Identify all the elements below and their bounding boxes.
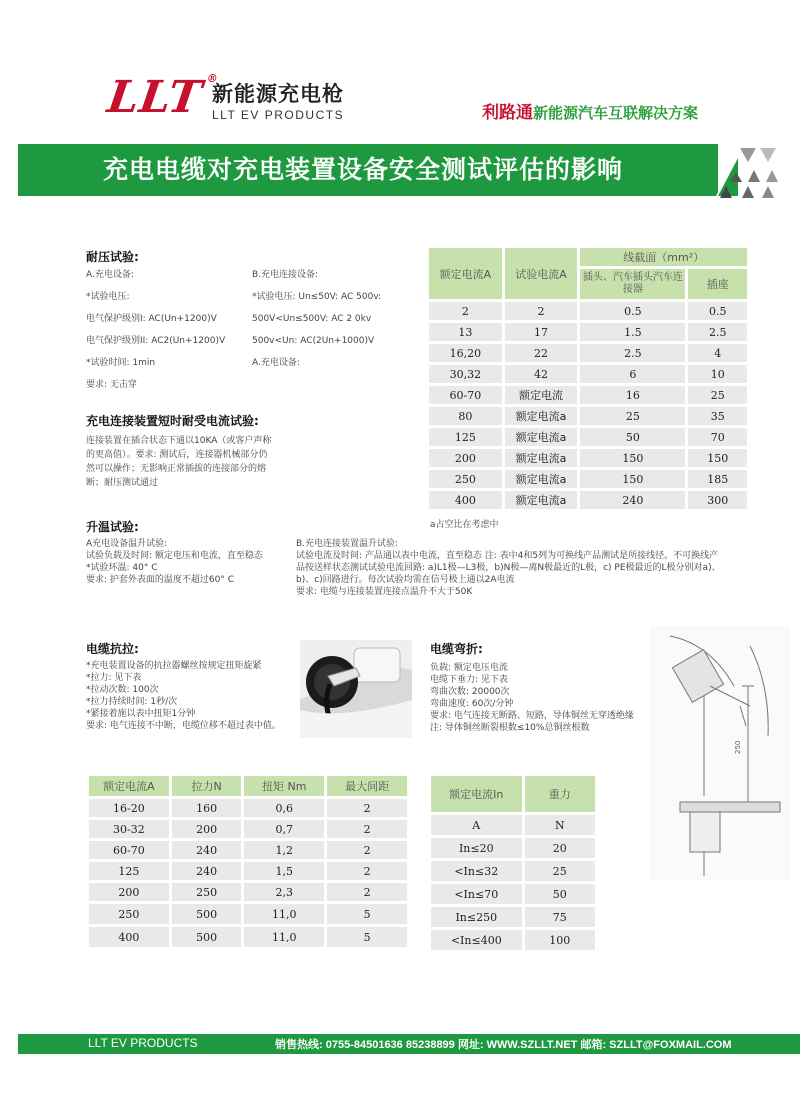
- table-cell: 1,5: [244, 862, 324, 880]
- table-row: [89, 883, 407, 901]
- table-cell: 50: [580, 428, 685, 446]
- table-cell: 200: [429, 449, 502, 467]
- table-cell: 70: [688, 428, 747, 446]
- brand-name-en: LLT EV PRODUCTS: [212, 108, 345, 122]
- withstand-right-line: 500V<Un≤500V: AC 2 0kv: [252, 314, 372, 324]
- table-cell: 0,6: [244, 799, 324, 817]
- table-row: [429, 365, 747, 383]
- table-row: [429, 449, 747, 467]
- table-cell: 25: [688, 386, 747, 404]
- table3-header: 重力: [525, 776, 595, 812]
- table2-header: 额定电流A: [89, 776, 169, 796]
- table-cell: 60-70: [429, 386, 502, 404]
- withstand-right-line: A.充电设备:: [252, 358, 300, 368]
- table-cell: 1.5: [580, 323, 685, 341]
- table-cell: 250: [89, 904, 169, 924]
- table-cell: 500: [172, 904, 242, 924]
- slogan-brand: 利路通: [482, 103, 533, 123]
- table-cell: 2: [327, 862, 407, 880]
- table-cell: 20: [525, 838, 595, 858]
- table-cell: 200: [89, 883, 169, 901]
- table-cell: 400: [429, 491, 502, 509]
- slogan: [482, 98, 698, 123]
- brand-name-cn: 新能源充电枪: [212, 82, 344, 106]
- table-cell: 200: [172, 820, 242, 838]
- table-row: [89, 927, 407, 947]
- table-cell: 150: [580, 470, 685, 488]
- table-cell: 185: [688, 470, 747, 488]
- table-cell: 5: [327, 904, 407, 924]
- table-cell: 16-20: [89, 799, 169, 817]
- table-cell: 300: [688, 491, 747, 509]
- table-row: [429, 491, 747, 509]
- table-cell: 240: [172, 841, 242, 859]
- table-cell: <In≤32: [431, 861, 522, 881]
- table-cell: 30,32: [429, 365, 502, 383]
- table-cell: 2: [327, 883, 407, 901]
- table-cell: 125: [89, 862, 169, 880]
- table-row: [431, 815, 595, 835]
- withstand-left-line: A.充电设备:: [86, 270, 134, 280]
- table1-header-socket: 插座: [688, 269, 747, 299]
- shortcircuit-text: 连接装置在插合状态下通以10KA（或客户声称的更高值）。要求: 测试后，连接器机械部分仍然可以操作；无影响正常插拔的连接部分的熔断；耐压测试通过: [86, 436, 272, 488]
- withstand-right: [252, 268, 381, 378]
- table-row: [431, 884, 595, 904]
- table-row: [431, 930, 595, 950]
- weight-table: [428, 773, 598, 953]
- table-row: [431, 861, 595, 881]
- table-cell: 100: [525, 930, 595, 950]
- table-row: [89, 904, 407, 924]
- table-cell: 150: [688, 449, 747, 467]
- shortcircuit-title: 充电连接装置短时耐受电流试验:: [86, 414, 259, 428]
- table-row: [89, 862, 407, 880]
- page-title: 充电电缆对充电装置设备安全测试评估的影响: [102, 155, 623, 184]
- bending-test-diagram: [650, 626, 790, 880]
- table-row: [89, 841, 407, 859]
- llt-logo: LLT®: [104, 72, 220, 123]
- footer-contact: 销售热线: 0755-84501636 85238899 网址: WWW.SZLLT.NET 邮箱: SZLLT@FOXMAIL.COM: [275, 1039, 732, 1051]
- tensile-table: [86, 773, 410, 950]
- table-cell: 2: [505, 302, 578, 320]
- withstand-left-line: *试验时间: 1min: [86, 358, 156, 368]
- table1-header-rated: 额定电流A: [429, 248, 502, 299]
- withstand-left: [86, 268, 225, 400]
- table-cell: 160: [172, 799, 242, 817]
- slogan-text: 新能源汽车互联解决方案: [533, 104, 699, 122]
- table-cell: 150: [580, 449, 685, 467]
- table-cell: 额定电流a: [505, 491, 578, 509]
- table-cell: 13: [429, 323, 502, 341]
- table-cell: 17: [505, 323, 578, 341]
- table-cell: 2.5: [580, 344, 685, 362]
- temprise-title: 升温试验:: [86, 520, 139, 534]
- table2-header: 拉力N: [172, 776, 242, 796]
- table-cell: 240: [172, 862, 242, 880]
- table-row: [89, 820, 407, 838]
- table-row: [429, 344, 747, 362]
- table-cell: 0.5: [688, 302, 747, 320]
- table-cell: 额定电流a: [505, 449, 578, 467]
- table-cell: <In≤70: [431, 884, 522, 904]
- withstand-right-line: *试验电压: Un≤50V: AC 500v:: [252, 292, 382, 302]
- current-section-table: [426, 245, 750, 512]
- table-cell: 1,2: [244, 841, 324, 859]
- table-cell: 10: [688, 365, 747, 383]
- table2-header: 扭矩 Nm: [244, 776, 324, 796]
- temprise-left: A充电设备温升试验: 试验负载及时间: 额定电压和电流，直至稳态 *试验环温: 40° C 要求: 护套外表面的温度不超过60° C: [86, 539, 263, 585]
- table-cell: N: [525, 815, 595, 835]
- table-cell: 400: [89, 927, 169, 947]
- table-cell: 75: [525, 907, 595, 927]
- table-cell: 500: [172, 927, 242, 947]
- table-cell: 额定电流a: [505, 470, 578, 488]
- table-cell: In≤20: [431, 838, 522, 858]
- table-cell: 11,0: [244, 904, 324, 924]
- table-cell: 11,0: [244, 927, 324, 947]
- table-cell: 4: [688, 344, 747, 362]
- table-cell: 2,3: [244, 883, 324, 901]
- table1-header-plug: 插头、汽车插头汽车连接器: [580, 269, 685, 299]
- table-cell: 80: [429, 407, 502, 425]
- table-cell: 250: [429, 470, 502, 488]
- ev-charging-photo: [300, 640, 412, 738]
- table-cell: 30-32: [89, 820, 169, 838]
- withstand-right-line: 500v<Un: AC(2Un+1000)V: [252, 336, 375, 346]
- withstand-right-line: B.充电连接设备:: [252, 270, 319, 280]
- table-cell: 16,20: [429, 344, 502, 362]
- table-cell: 25: [580, 407, 685, 425]
- withstand-left-line: 电气保护级别I: AC(Un+1200)V: [86, 314, 217, 324]
- table-row: [429, 386, 747, 404]
- table-row: [429, 428, 747, 446]
- table-row: [431, 838, 595, 858]
- table-cell: 额定电流a: [505, 428, 578, 446]
- table3-header: 额定电流In: [431, 776, 522, 812]
- table-cell: 2: [429, 302, 502, 320]
- withstand-left-line: *试验电压:: [86, 292, 130, 302]
- table-cell: 2: [327, 820, 407, 838]
- table-cell: A: [431, 815, 522, 835]
- triangle-logo-icon: [716, 144, 786, 200]
- table-cell: 2.5: [688, 323, 747, 341]
- table-cell: 240: [580, 491, 685, 509]
- table1-header-test: 试验电流A: [505, 248, 578, 299]
- table-cell: 2: [327, 841, 407, 859]
- table-cell: 5: [327, 927, 407, 947]
- diagram-dim-label: 250: [734, 740, 742, 754]
- table-cell: 35: [688, 407, 747, 425]
- footer-brand: LLT EV PRODUCTS: [88, 1036, 198, 1050]
- table-cell: 60-70: [89, 841, 169, 859]
- table2-header: 最大间距: [327, 776, 407, 796]
- table-row: [89, 799, 407, 817]
- bending-text: 负载: 额定电压电流 电缆下垂力: 见下表 弯曲次数: 20000次 弯曲速度: 60次/分钟 要求: 电气连接无断路、短路，导体铜丝无穿透绝缘 注: 导体铜丝断裂根数≤10%总铜丝根数: [430, 663, 634, 733]
- table-cell: 22: [505, 344, 578, 362]
- table-cell: 250: [172, 883, 242, 901]
- withstand-left-line: 要求: 无击穿: [86, 380, 137, 390]
- table-cell: 0.5: [580, 302, 685, 320]
- tensile-title: 电缆抗拉:: [86, 642, 139, 656]
- withstand-title: 耐压试验:: [86, 250, 139, 264]
- table-cell: 0,7: [244, 820, 324, 838]
- tensile-text: *充电装置设备的抗拉器螺丝按规定扭矩旋紧 *拉力: 见下表 *拉动次数: 100次 *拉力持续时间: 1秒/次 *紧接着施以表中扭矩1分钟 要求: 电气连接不中断，电缆位移不超过表中值。: [86, 661, 281, 731]
- table-row: [429, 470, 747, 488]
- table-cell: 50: [525, 884, 595, 904]
- table-cell: 25: [525, 861, 595, 881]
- table-cell: 125: [429, 428, 502, 446]
- table-row: [431, 907, 595, 927]
- table-cell: 额定电流: [505, 386, 578, 404]
- table-row: [429, 302, 747, 320]
- table-row: [429, 407, 747, 425]
- table-cell: 2: [327, 799, 407, 817]
- table-row: [429, 323, 747, 341]
- table1-header-section: 线截面（mm²）: [580, 248, 747, 266]
- temprise-right: B.充电连接装置温升试验: 试验电流及时间: 产品通以表中电流，直至稳态 注: 表中4和5列为可换线产品测试是所接线径。不可换线产品按送样状态测试试验电流回路: a)L1极—L3极，b)N极—离N极最近的L极，c) PE极最近的L极分别对a)、b)、c)回路进行。每次试验均需在信号极上通以2A电流 要求: 电缆与连接装置连接点温升不大于50K: [296, 539, 721, 597]
- table-cell: <In≤400: [431, 930, 522, 950]
- table-cell: 6: [580, 365, 685, 383]
- table-cell: 42: [505, 365, 578, 383]
- table1-note: a占空比在考虑中: [430, 520, 499, 530]
- table-cell: 16: [580, 386, 685, 404]
- bending-title: 电缆弯折:: [430, 642, 483, 656]
- table-cell: 额定电流a: [505, 407, 578, 425]
- withstand-left-line: 电气保护级别II: AC2(Un+1200)V: [86, 336, 226, 346]
- table-cell: In≤250: [431, 907, 522, 927]
